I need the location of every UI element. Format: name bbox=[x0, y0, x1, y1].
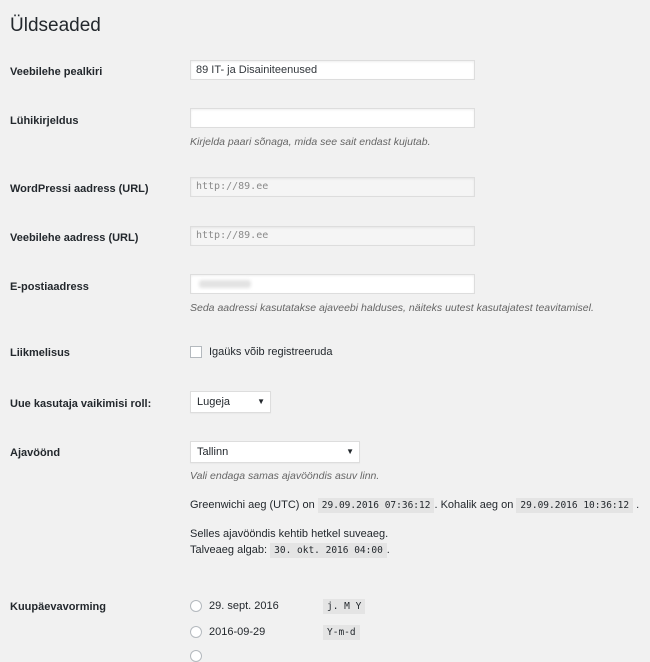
local-prefix: . Kohalik aeg on bbox=[434, 499, 514, 511]
chevron-down-icon: ▼ bbox=[346, 447, 354, 456]
date-format-radio-2[interactable] bbox=[190, 626, 202, 638]
dst-line: Selles ajavööndis kehtib hetkel suveaeg. bbox=[190, 528, 389, 540]
tagline-label: Lühikirjeldus bbox=[10, 115, 79, 127]
default-role-label: Uue kasutaja vaikimisi roll: bbox=[10, 398, 152, 410]
chevron-down-icon: ▼ bbox=[257, 397, 265, 406]
wp-address-input[interactable]: http://89.ee bbox=[190, 177, 475, 197]
date-format-option-label[interactable]: 29. sept. 2016 bbox=[209, 600, 279, 612]
email-input[interactable] bbox=[190, 274, 475, 294]
membership-label: Liikmelisus bbox=[10, 347, 70, 359]
timezone-value: Tallinn bbox=[197, 446, 229, 458]
site-title-input[interactable]: 89 IT- ja Disainiteenused bbox=[190, 60, 475, 80]
date-format-option-code: Y-m-d bbox=[323, 625, 360, 640]
local-time: 29.09.2016 10:36:12 bbox=[516, 498, 633, 513]
winter-time: 30. okt. 2016 04:00 bbox=[270, 543, 387, 558]
utc-prefix: Greenwichi aeg (UTC) on bbox=[190, 499, 315, 511]
membership-checkbox[interactable] bbox=[190, 346, 202, 358]
site-address-input[interactable]: http://89.ee bbox=[190, 226, 475, 246]
page-title: Üldseaded bbox=[10, 15, 101, 36]
date-format-option-code: j. M Y bbox=[323, 599, 365, 614]
date-format-label: Kuupäevavorming bbox=[10, 601, 106, 613]
winter-time-line bbox=[190, 542, 390, 559]
site-title-label: Veebilehe pealkiri bbox=[10, 66, 103, 78]
membership-checkbox-label[interactable]: Igaüks võib registreeruda bbox=[209, 346, 333, 358]
time-info-line bbox=[190, 497, 639, 514]
date-format-option-label[interactable]: 2016-09-29 bbox=[209, 626, 266, 638]
default-role-select[interactable] bbox=[190, 391, 271, 413]
winter-prefix: Talveaeg algab: bbox=[190, 544, 268, 556]
timezone-label: Ajavöönd bbox=[10, 447, 61, 459]
utc-time: 29.09.2016 07:36:12 bbox=[318, 498, 435, 513]
date-format-radio-1[interactable] bbox=[190, 600, 202, 612]
local-suffix: . bbox=[636, 499, 640, 511]
timezone-description: Vali endaga samas ajavööndis asuv linn. bbox=[190, 470, 380, 482]
wp-address-label: WordPressi aadress (URL) bbox=[10, 183, 149, 195]
date-format-radio-3[interactable] bbox=[190, 650, 202, 662]
default-role-value: Lugeja bbox=[197, 396, 231, 408]
winter-suffix: . bbox=[386, 544, 390, 556]
tagline-description: Kirjelda paari sõnaga, mida see sait endast kujutab. bbox=[190, 136, 431, 148]
tagline-input[interactable] bbox=[190, 108, 475, 128]
email-description: Seda aadressi kasutatakse ajaveebi halduses, näiteks uutest kasutajatest teavitamisel. bbox=[190, 302, 594, 314]
site-address-label: Veebilehe aadress (URL) bbox=[10, 232, 139, 244]
email-label: E-postiaadress bbox=[10, 281, 89, 293]
redacted-email bbox=[199, 280, 251, 288]
timezone-select[interactable] bbox=[190, 441, 360, 463]
